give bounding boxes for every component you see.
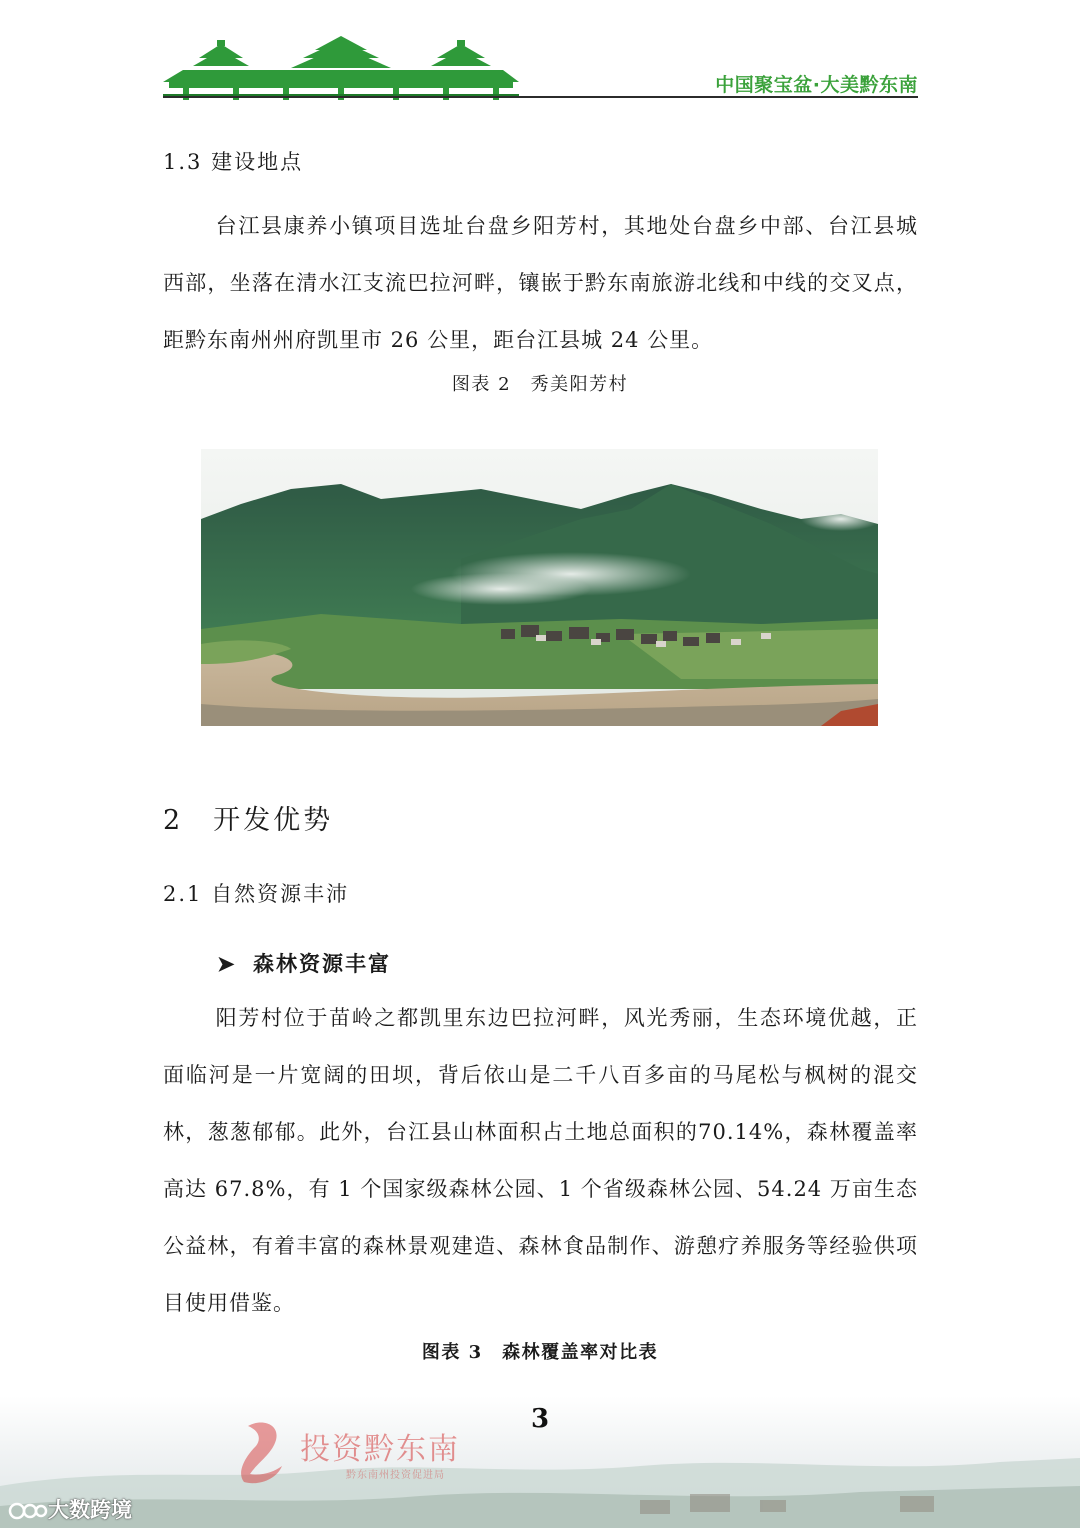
- section-2-1-paragraph: [163, 990, 918, 1332]
- section-1-3-paragraph-text: 台江县康养小镇项目选址台盘乡阳芳村，其地处台盘乡中部、台江县城西部，坐落在清水江支流巴拉河畔，镶嵌于黔东南旅游北线和中线的交叉点，距黔东南州州府凯里市 26 公里，距台江县城 24 公里。: [163, 214, 918, 352]
- arrow-bullet-icon: ➤: [217, 951, 237, 976]
- footer-logo-subtext: 黔东南州投资促进局: [346, 1470, 445, 1481]
- section-1-3-heading: 1.3 建设地点: [163, 150, 304, 174]
- section-1-3-paragraph: [163, 198, 918, 369]
- section-2-heading: 2 开发优势: [163, 805, 334, 836]
- header-divider: [163, 96, 918, 98]
- bullet-item: [217, 948, 391, 978]
- bullet-item-label: 森林资源丰富: [253, 951, 391, 976]
- page-number: 3: [530, 1404, 550, 1434]
- watermark-text: 大数跨境: [48, 1498, 132, 1522]
- section-2-1-heading: 2.1 自然资源丰沛: [163, 882, 350, 906]
- figure-3-caption: 图表 3 森林覆盖率对比表: [421, 1342, 659, 1363]
- weibo-like-logo-icon: [8, 1500, 48, 1522]
- watermark: [8, 1494, 132, 1524]
- header-slogan: 中国聚宝盆·大美黔东南: [715, 74, 918, 96]
- section-2-1-paragraph-text: 阳芳村位于苗岭之都凯里东边巴拉河畔，风光秀丽，生态环境优越，正面临河是一片宽阔的田坝，背后依山是二千八百多亩的马尾松与枫树的混交林，葱葱郁郁。此外，台江县山林面积占土地总面积的70.14%，森林覆盖率高达 67.8%，有 1 个国家级森林公园、1 个省级森林公园、54.24 万亩生态公益林，有着丰富的森林景观建造、森林食品制作、游憩疗养服务等经验供项目使用借鉴。: [163, 1006, 918, 1315]
- village-landscape-photo: [201, 449, 878, 726]
- figure-2-caption: 图表 2 秀美阳芳村: [451, 374, 629, 395]
- header-pavilion-icon: [163, 36, 519, 100]
- footer-logo-text: 投资黔东南: [300, 1432, 460, 1467]
